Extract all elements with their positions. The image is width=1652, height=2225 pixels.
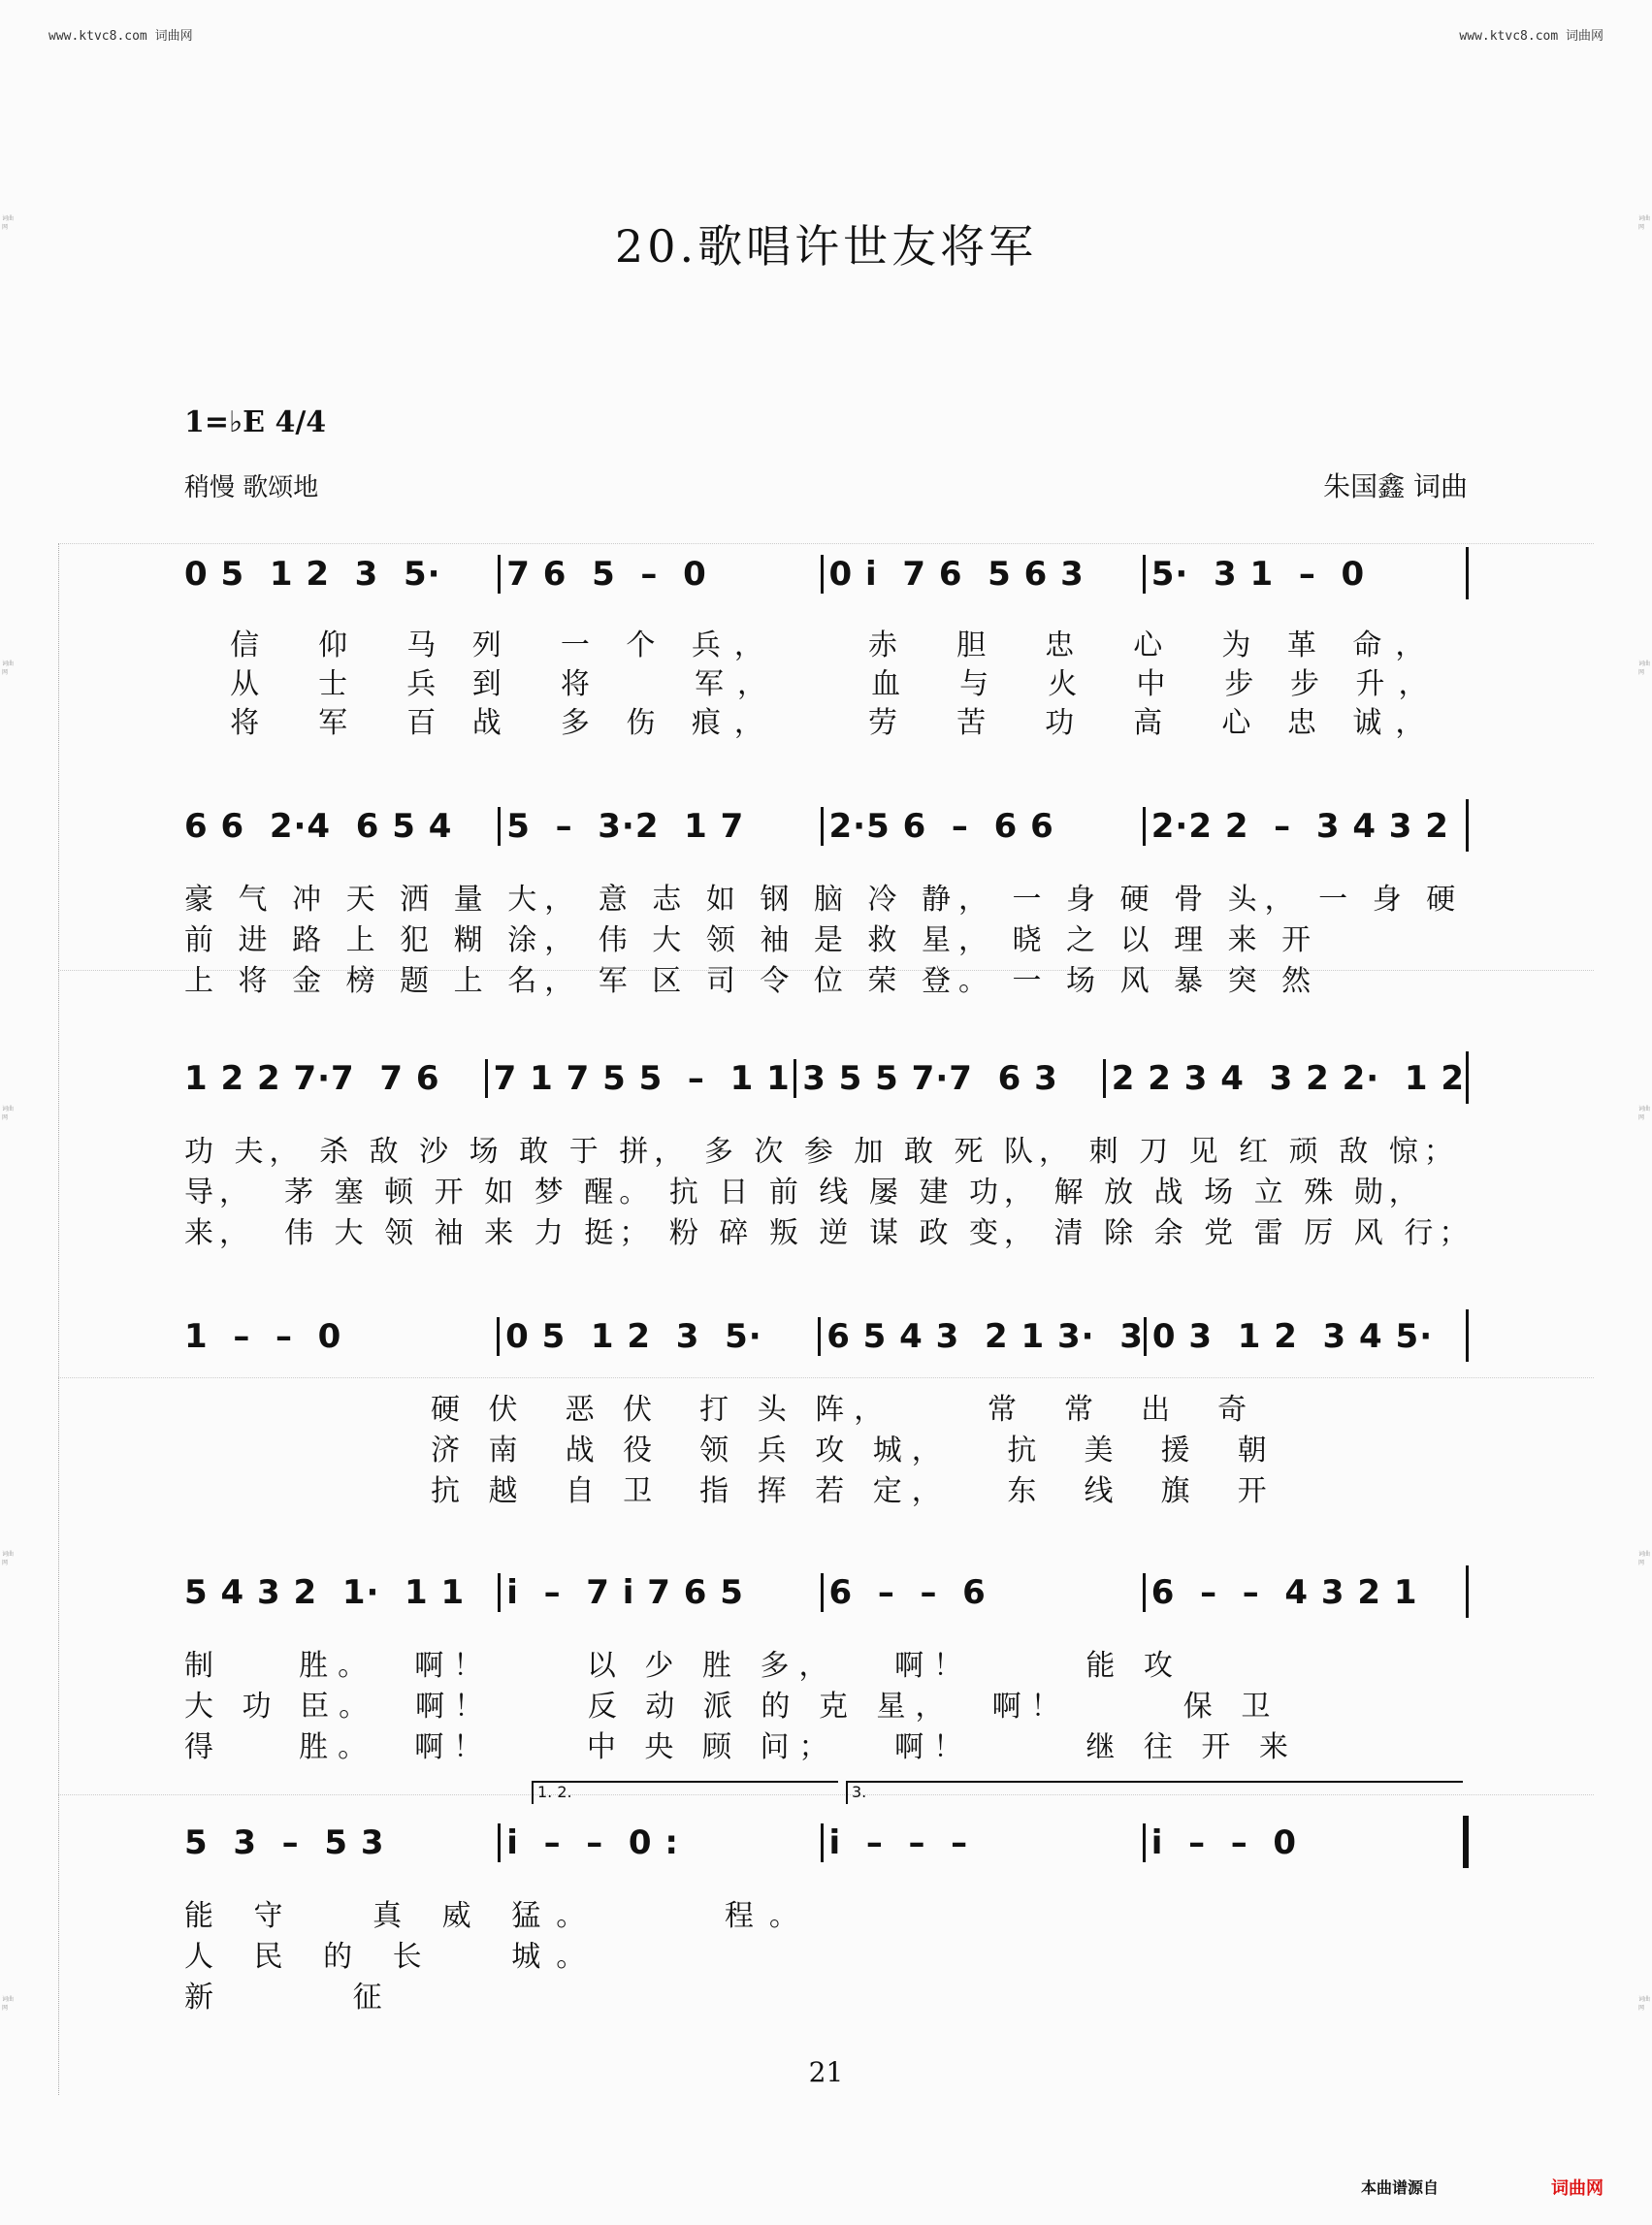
tempo-marking: 稍慢 歌颂地 — [184, 473, 319, 502]
lyric-line: 人 民 的 长 城。 — [184, 1940, 601, 1974]
side-watermark-left: 词曲网 词曲网 词曲网 词曲网 词曲网 — [2, 215, 15, 2012]
measure: 1 2 2 7·7 7 6 — [184, 1059, 440, 1098]
measure: 0 3 1 2 3 4 5· — [1144, 1317, 1465, 1356]
notation-line-5 — [184, 1573, 1465, 1612]
measure: 0 5 1 2 3 5· — [184, 555, 441, 594]
lyric-line: 导， 茅 塞 顿 开 如 梦 醒。 抗 日 前 线 屡 建 功， 解 放 战 场 立 殊 勋， — [184, 1176, 1424, 1209]
measure: 7 6 5 – 0 — [498, 555, 820, 594]
notation-line-3 — [184, 1059, 1465, 1098]
measure: 6 – – 6 — [821, 1573, 1143, 1612]
measure: i – – 0 — [1143, 1823, 1465, 1862]
lyric-line: 大 功 臣。 啊！ 反 动 派 的 克 星， 啊！ 保 卫 — [184, 1690, 1280, 1724]
volta-bracket-3: 3. — [846, 1781, 1463, 1804]
measure: 5 3 – 5 3 — [184, 1823, 385, 1862]
measure: 5 4 3 2 1· 1 1 — [184, 1573, 466, 1612]
header-watermark-left: www.ktvc8.com 词曲网 — [49, 29, 193, 44]
lyric-line: 抗 越 自 卫 指 挥 若 定， 东 线 旗 开 — [184, 1474, 1277, 1508]
notation-line-1 — [184, 555, 1465, 594]
lyric-line: 硬 伏 恶 伏 打 头 阵， 常 常 出 奇 — [184, 1393, 1257, 1427]
measure: 2 2 3 4 3 2 2· 1 2 — [1103, 1059, 1465, 1098]
lyric-line: 济 南 战 役 领 兵 攻 城， 抗 美 援 朝 — [184, 1434, 1277, 1467]
notation-line-2 — [184, 807, 1465, 846]
lyric-line: 将 军 百 战 多 伤 痕， 劳 苦 功 高 心 忠 诚， — [184, 706, 1439, 740]
measure: 5· 3 1 – 0 — [1143, 555, 1465, 594]
credit: 朱国鑫 词曲 — [1323, 470, 1468, 502]
measure: 6 5 4 3 2 1 3· 3 — [818, 1317, 1144, 1356]
measure: 2·5 6 – 6 6 — [821, 807, 1143, 846]
page-title: 20.歌唱许世友将军 — [614, 220, 1038, 273]
footer-source-label: 本曲谱源自 — [1360, 2178, 1439, 2197]
lyric-line: 信 仰 马 列 一 个 兵， 赤 胆 忠 心 为 革 命， — [184, 629, 1439, 662]
lyric-line: 豪 气 冲 天 洒 量 大， 意 志 如 钢 脑 冷 静， 一 身 硬 骨 头， 一 身 硬 — [184, 883, 1464, 917]
lyric-line: 功 夫， 杀 敌 沙 场 敢 于 拼， 多 次 参 加 敢 死 队， 刺 刀 见 红 顽 敌 惊； — [184, 1135, 1459, 1169]
lyric-line: 制 胜。 啊！ 以 少 胜 多， 啊！ 能 攻 — [184, 1649, 1182, 1683]
measure: i – – 0 : — [498, 1823, 820, 1862]
measure: 0 5 1 2 3 5· — [497, 1317, 818, 1356]
measure: 6 – – 4 3 2 1 — [1143, 1573, 1465, 1612]
lyric-line: 来， 伟 大 领 袖 来 力 挺； 粉 碎 叛 逆 谋 政 变， 清 除 余 党 雷 厉 风 行； — [184, 1216, 1474, 1250]
lyric-line: 前 进 路 上 犯 糊 涂， 伟 大 领 袖 是 救 星， 晓 之 以 理 来 开 — [184, 923, 1319, 957]
notation-line-4 — [184, 1317, 1465, 1356]
measure: 6 6 2·4 6 5 4 — [184, 807, 453, 846]
page-number: 21 — [808, 2056, 844, 2088]
lyric-line: 能 守 真 威 猛。 程。 — [184, 1899, 814, 1933]
lyric-line: 得 胜。 啊！ 中 央 顾 问； 啊！ 继 往 开 来 — [184, 1730, 1298, 1764]
lyric-line: 上 将 金 榜 题 上 名， 军 区 司 令 位 荣 登。 一 场 风 暴 突 然 — [184, 964, 1319, 998]
lyric-line: 从 士 兵 到 将 军， 血 与 火 中 步 步 升， — [184, 667, 1441, 701]
measure: 5 – 3·2 1 7 — [498, 807, 820, 846]
notation-line-6 — [184, 1823, 1465, 1862]
measure: i – – – — [821, 1823, 1143, 1862]
measure: 7 1 7 5 5 – 1 1 — [485, 1059, 794, 1098]
measure: 2·2 2 – 3 4 3 2 — [1143, 807, 1465, 846]
header-watermark-right: www.ktvc8.com 词曲网 — [1459, 29, 1603, 44]
side-watermark-right: 词曲网 词曲网 词曲网 词曲网 词曲网 — [1638, 215, 1651, 2012]
lyric-line: 新 征 — [184, 1981, 398, 2015]
measure: i – 7 i 7 6 5 — [498, 1573, 820, 1612]
measure: 0 i 7 6 5 6 3 — [821, 555, 1143, 594]
measure: 1 – – 0 — [184, 1317, 342, 1356]
key-signature: 1=♭E 4/4 — [184, 405, 327, 439]
footer-brand[interactable]: 词曲网 — [1551, 2178, 1603, 2199]
measure: 3 5 5 7·7 6 3 — [794, 1059, 1103, 1098]
volta-bracket-1-2: 1. 2. — [532, 1781, 838, 1804]
